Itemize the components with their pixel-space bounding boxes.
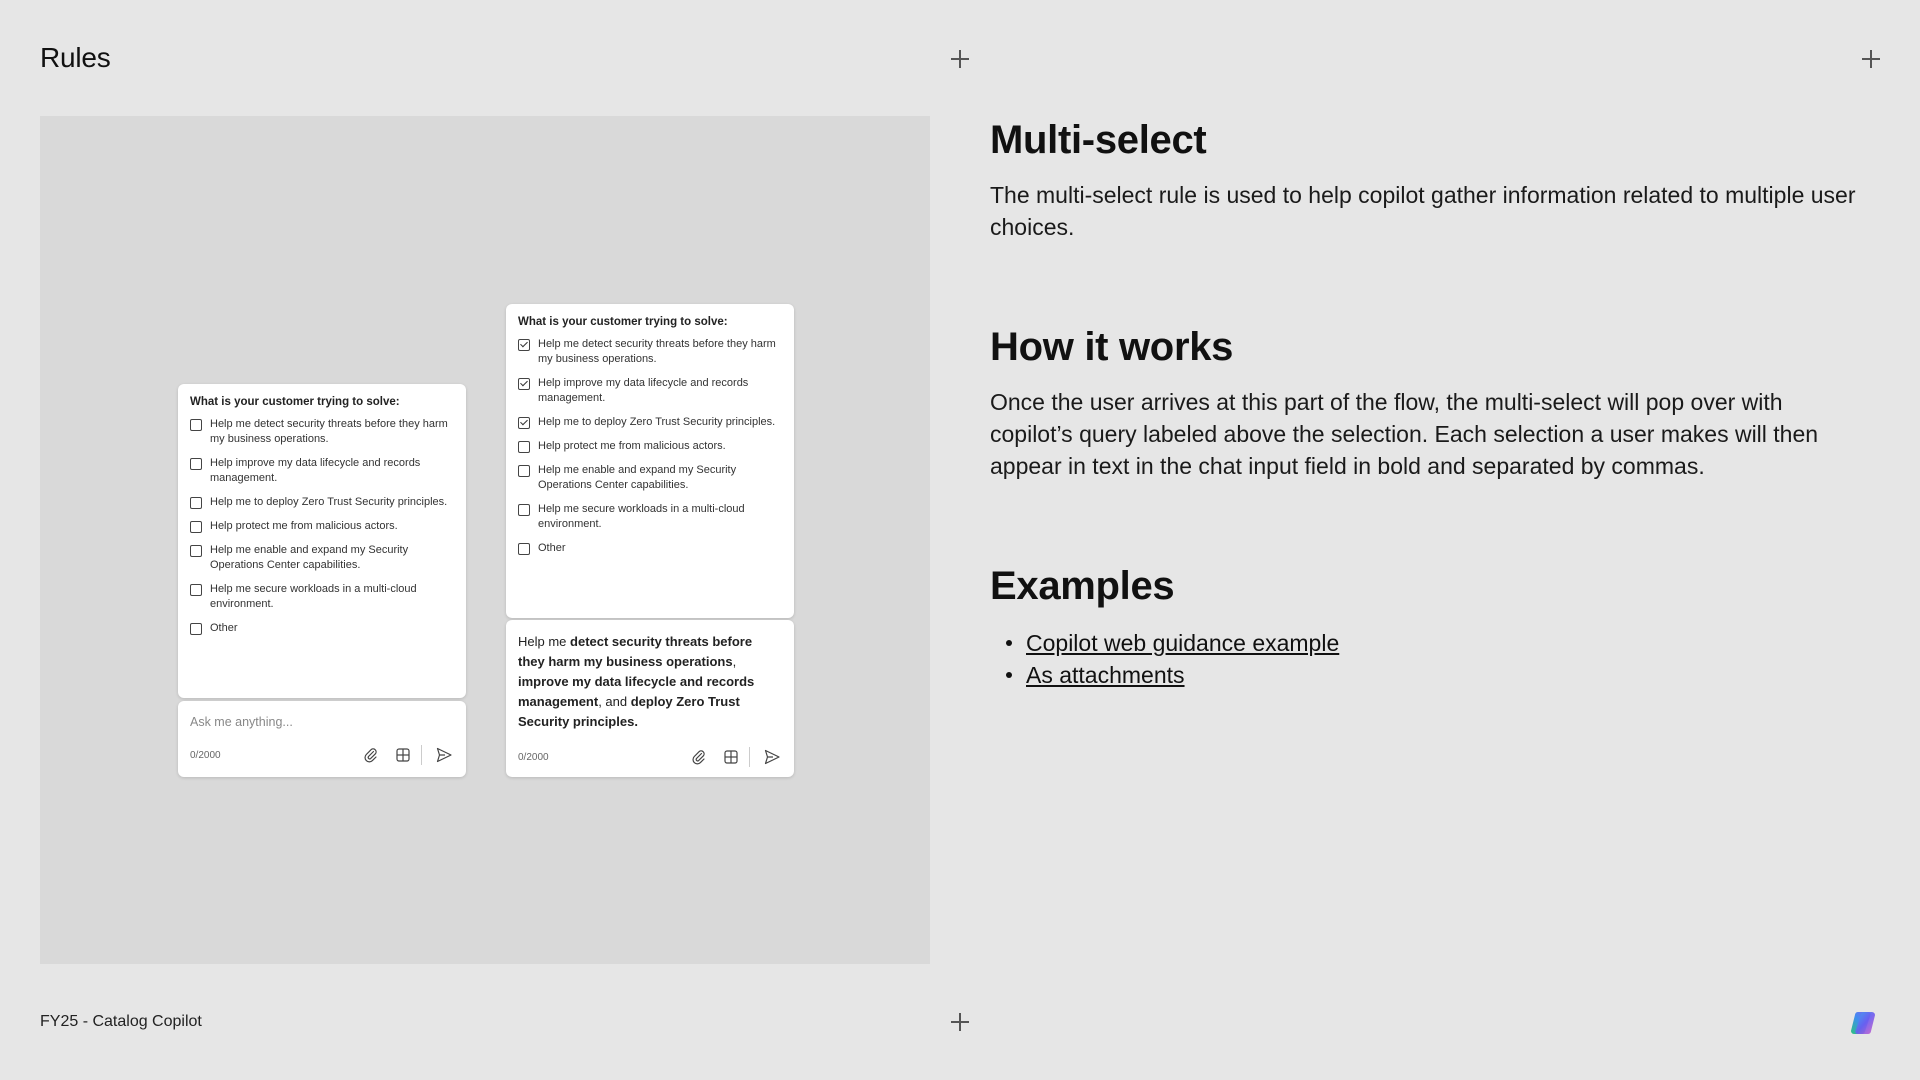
input-actions xyxy=(677,747,782,767)
divider xyxy=(421,745,422,765)
options-list xyxy=(518,337,782,556)
input-actions xyxy=(349,745,454,765)
checkbox[interactable] xyxy=(518,465,530,477)
examples-list xyxy=(990,627,1870,691)
checkbox[interactable] xyxy=(190,458,202,470)
option-label: Help protect me from malicious actors. xyxy=(210,520,398,532)
description-panel xyxy=(990,118,1870,691)
section-heading: Multi-select xyxy=(990,118,1207,162)
link-copilot-web-guidance[interactable]: Copilot web guidance example xyxy=(1026,630,1340,656)
divider xyxy=(749,747,750,767)
paperclip-icon[interactable] xyxy=(689,747,709,767)
send-icon[interactable] xyxy=(434,745,454,765)
option-label: Help me detect security threats before they harm my business operations. xyxy=(538,338,776,365)
paperclip-icon[interactable] xyxy=(361,745,381,765)
checkbox[interactable] xyxy=(190,419,202,431)
option-label: Help me to deploy Zero Trust Security principles. xyxy=(210,496,448,508)
section-heading: How it works xyxy=(990,325,1234,369)
list-item[interactable] xyxy=(518,415,782,430)
list-item[interactable] xyxy=(190,417,454,447)
option-label: Help me to deploy Zero Trust Security principles. xyxy=(538,416,776,428)
multiselect-card-unchecked xyxy=(178,384,466,698)
prompt-gallery-icon[interactable] xyxy=(393,745,413,765)
checkbox[interactable] xyxy=(518,543,530,555)
example-canvas xyxy=(40,116,930,964)
option-label: Other xyxy=(210,622,238,634)
input-footer xyxy=(190,745,454,765)
section-body: Once the user arrives at this part of the flow, the multi-select will pop over with copilot’s query labeled above the selection. Each selection a user makes will then appear in text in the chat input field in bold and separated by commas. xyxy=(990,389,1819,479)
list-item[interactable] xyxy=(518,376,782,406)
chat-input[interactable]: Ask me anything... xyxy=(190,715,293,729)
multiselect-card-checked xyxy=(506,304,794,618)
checkbox-checked[interactable] xyxy=(518,417,530,429)
checkbox[interactable] xyxy=(190,497,202,509)
options-list xyxy=(190,417,454,636)
selection-2: improve my data lifecycle and records management xyxy=(518,674,755,709)
checkbox-checked[interactable] xyxy=(518,378,530,390)
option-label: Help me secure workloads in a multi-cloud environment. xyxy=(210,583,417,610)
plus-icon[interactable] xyxy=(1862,50,1880,68)
option-label: Help improve my data lifecycle and records management. xyxy=(538,377,749,404)
slide-title: Rules xyxy=(40,42,111,73)
checkbox[interactable] xyxy=(518,504,530,516)
char-counter: 0/2000 xyxy=(518,751,549,763)
checkbox[interactable] xyxy=(190,545,202,557)
checkbox[interactable] xyxy=(190,584,202,596)
option-label: Help me secure workloads in a multi-cloud environment. xyxy=(538,503,745,530)
checkbox-checked[interactable] xyxy=(518,339,530,351)
list-item xyxy=(1026,659,1870,691)
list-item[interactable] xyxy=(190,519,454,534)
chat-input-card-filled xyxy=(506,620,794,777)
input-prefix: Help me xyxy=(518,634,571,649)
comma: , xyxy=(732,654,737,669)
checkbox[interactable] xyxy=(190,623,202,635)
section-body: The multi-select rule is used to help copilot gather information related to multiple user choices. xyxy=(990,182,1856,240)
option-label: Help me enable and expand my Security Operations Center capabilities. xyxy=(538,464,737,491)
send-icon[interactable] xyxy=(762,747,782,767)
list-item[interactable] xyxy=(190,495,454,510)
checkbox[interactable] xyxy=(518,441,530,453)
list-item[interactable] xyxy=(518,439,782,454)
question-label: What is your customer trying to solve: xyxy=(190,396,400,408)
conjunction: , and xyxy=(598,694,631,709)
list-item[interactable] xyxy=(518,541,782,556)
chat-input[interactable] xyxy=(518,632,782,732)
list-item[interactable] xyxy=(190,621,454,636)
list-item xyxy=(1026,627,1870,659)
section-heading: Examples xyxy=(990,564,1175,608)
plus-icon[interactable] xyxy=(951,50,969,68)
list-item[interactable] xyxy=(190,543,454,573)
chat-input-card xyxy=(178,701,466,777)
option-label: Help improve my data lifecycle and records management. xyxy=(210,457,421,484)
input-footer xyxy=(518,747,782,767)
selection-3: deploy Zero Trust Security principles. xyxy=(518,694,740,729)
list-item[interactable] xyxy=(518,337,782,367)
section-examples xyxy=(990,564,1870,691)
link-as-attachments[interactable]: As attachments xyxy=(1026,662,1185,688)
char-counter: 0/2000 xyxy=(190,749,221,761)
option-label: Help protect me from malicious actors. xyxy=(538,440,726,452)
footer-label: FY25 - Catalog Copilot xyxy=(40,1013,202,1030)
list-item[interactable] xyxy=(518,463,782,493)
question-label: What is your customer trying to solve: xyxy=(518,316,728,328)
list-item[interactable] xyxy=(190,582,454,612)
prompt-gallery-icon[interactable] xyxy=(721,747,741,767)
list-item[interactable] xyxy=(518,502,782,532)
option-label: Help me enable and expand my Security Operations Center capabilities. xyxy=(210,544,409,571)
section-how-it-works xyxy=(990,325,1870,482)
option-label: Other xyxy=(538,542,566,554)
list-item[interactable] xyxy=(190,456,454,486)
section-multi-select xyxy=(990,118,1870,243)
checkbox[interactable] xyxy=(190,521,202,533)
option-label: Help me detect security threats before they harm my business operations. xyxy=(210,418,448,445)
selection-1: detect security threats before they harm my business operations xyxy=(518,634,753,669)
copilot-logo xyxy=(1848,1008,1878,1038)
plus-icon[interactable] xyxy=(951,1013,969,1031)
